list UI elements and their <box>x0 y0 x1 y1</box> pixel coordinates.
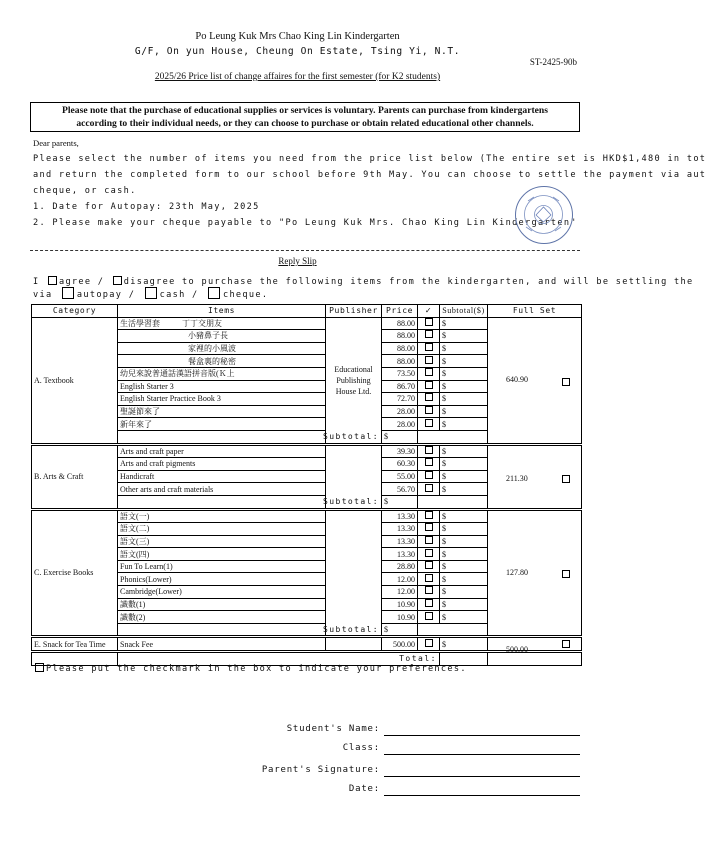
item-check-cell <box>418 548 440 561</box>
item-check-cell <box>418 380 440 393</box>
item-checkbox[interactable] <box>425 484 433 492</box>
table-row <box>32 444 582 458</box>
item-subtotal[interactable]: $ <box>440 367 488 380</box>
item-subtotal[interactable]: $ <box>440 330 488 343</box>
notice-line-1: Please note that the purchase of educational supplies or services is voluntary. Parents can purchase from kindergartens <box>62 105 548 116</box>
item-price: 10.90 <box>382 611 418 624</box>
snack-category: E. Snack for Tea Time <box>32 637 118 652</box>
disagree-label: disagree to purchase the following items from the kindergarten, and will be settling the <box>123 277 694 287</box>
header-full-set: Full Set <box>488 305 582 318</box>
item-subtotal[interactable]: $ <box>440 444 488 458</box>
item-name: English Starter Practice Book 3 <box>118 393 326 406</box>
item-checkbox[interactable] <box>425 368 433 376</box>
textbook-publisher <box>326 317 382 444</box>
header-items: Items <box>118 305 326 318</box>
header-price: Price <box>382 305 418 318</box>
payment-method-line <box>33 287 268 303</box>
table-row <box>32 637 582 652</box>
item-subtotal[interactable]: $ <box>440 523 488 536</box>
autopay-checkbox[interactable] <box>62 287 74 299</box>
item-name: 識數(1) <box>118 598 326 611</box>
textbook-section <box>32 317 582 444</box>
voluntary-notice-box <box>30 102 580 132</box>
header-subtotal: Subtotal($) <box>440 305 488 318</box>
student-name-label: Student's Name: <box>286 724 380 734</box>
item-price: 86.70 <box>382 380 418 393</box>
item-check-cell <box>418 611 440 624</box>
item-subtotal[interactable]: $ <box>440 405 488 418</box>
textbook-fullset-checkbox[interactable] <box>562 378 570 386</box>
item-checkbox[interactable] <box>425 612 433 620</box>
item-subtotal[interactable]: $ <box>440 470 488 483</box>
parent-signature-field[interactable] <box>384 776 580 777</box>
exercise-fullset-checkbox[interactable] <box>562 570 570 578</box>
item-subtotal[interactable]: $ <box>440 509 488 523</box>
item-subtotal[interactable]: $ <box>440 573 488 586</box>
arts-category: B. Arts & Craft <box>32 444 118 509</box>
item-checkbox[interactable] <box>425 471 433 479</box>
item-checkbox[interactable] <box>425 446 433 454</box>
item-check-cell <box>418 470 440 483</box>
item-name: English Starter 3 <box>118 380 326 393</box>
item-check-cell <box>418 405 440 418</box>
item-checkbox[interactable] <box>425 574 433 582</box>
item-price: 12.00 <box>382 573 418 586</box>
disagree-checkbox[interactable] <box>113 276 122 285</box>
arts-fullset-cell <box>488 444 582 509</box>
item-checkbox[interactable] <box>425 343 433 351</box>
item-price: 13.30 <box>382 535 418 548</box>
snack-check-cell <box>418 637 440 652</box>
item-check-cell <box>418 458 440 471</box>
cash-checkbox[interactable] <box>145 287 157 299</box>
table-row <box>32 317 582 330</box>
letter-line-2: and return the completed form to our school before 9th May. You can choose to settle the payment via aut <box>33 170 706 180</box>
publisher-line: Educational <box>334 364 373 374</box>
snack-checkbox[interactable] <box>425 639 433 647</box>
item-checkbox[interactable] <box>425 523 433 531</box>
item-name: 小豬鼻子長 <box>118 330 326 343</box>
item-subtotal[interactable]: $ <box>440 598 488 611</box>
header-category: Category <box>32 305 118 318</box>
item-name: 語文(四) <box>118 548 326 561</box>
total-empty-2 <box>488 652 582 666</box>
header-check: ✓ <box>418 305 440 318</box>
snack-item: Snack Fee <box>118 637 326 652</box>
item-price: 72.70 <box>382 393 418 406</box>
item-name: Cambridge(Lower) <box>118 586 326 599</box>
item-price: 73.50 <box>382 367 418 380</box>
exercise-category: C. Exercise Books <box>32 509 118 637</box>
item-price: 88.00 <box>382 342 418 355</box>
exercise-section <box>32 509 582 637</box>
item-subtotal[interactable]: $ <box>440 317 488 330</box>
snack-publisher <box>326 637 382 652</box>
item-name: 幼兒來說普通話漢語拼音版(Ｋ上 <box>118 367 326 380</box>
item-price: 88.00 <box>382 355 418 368</box>
textbook-category: A. Textbook <box>32 317 118 444</box>
letter-line-3: cheque, or cash. <box>33 186 137 196</box>
item-name: Handicraft <box>118 470 326 483</box>
item-price: 39.30 <box>382 444 418 458</box>
item-subtotal[interactable]: $ <box>440 342 488 355</box>
item-check-cell <box>418 367 440 380</box>
cheque-payable-note: 2. Please make your cheque payable to "Po Leung Kuk Mrs. Chao King Lin Kindergarten" <box>33 218 577 228</box>
item-subtotal[interactable]: $ <box>440 393 488 406</box>
footnote-text: Please put the checkmark in the box to indicate your preferences. <box>46 664 467 674</box>
school-address: G/F, On yun House, Cheung On Estate, Tsing Yi, N.T. <box>134 46 461 57</box>
price-list-subtitle: 2025/26 Price list of change affaires for the first semester (for K2 students) <box>154 72 441 82</box>
document-number: ST-2425-90b <box>529 57 577 67</box>
item-price: 13.30 <box>382 523 418 536</box>
item-checkbox[interactable] <box>425 549 433 557</box>
item-subtotal[interactable]: $ <box>440 548 488 561</box>
item-name: 識數(2) <box>118 611 326 624</box>
item-check-cell <box>418 509 440 523</box>
snack-fullset-checkbox[interactable] <box>562 640 570 648</box>
subtotal-value[interactable]: $ <box>382 623 418 637</box>
item-name-part: 丁丁交朋友 <box>182 318 222 328</box>
item-name: Phonics(Lower) <box>118 573 326 586</box>
table-row <box>32 509 582 523</box>
item-subtotal[interactable]: $ <box>440 560 488 573</box>
item-price: 10.90 <box>382 598 418 611</box>
header-publisher: Publisher <box>326 305 382 318</box>
subtotal-label: Subtotal: <box>118 623 382 637</box>
snack-subtotal[interactable]: $ <box>440 637 488 652</box>
item-check-cell <box>418 342 440 355</box>
date-label: Date: <box>348 784 380 794</box>
item-subtotal[interactable]: $ <box>440 483 488 496</box>
notice-line-2: according to their individual needs, or they can choose to purchase or obtain related educational other channels. <box>76 117 534 129</box>
item-checkbox[interactable] <box>425 458 433 466</box>
item-price: 12.00 <box>382 586 418 599</box>
subtotal-label: Subtotal: <box>118 495 382 509</box>
date-field[interactable] <box>384 795 580 796</box>
item-check-cell <box>418 393 440 406</box>
arts-fullset-price: 211.30 <box>506 474 528 484</box>
item-subtotal[interactable]: $ <box>440 611 488 624</box>
item-name: 餐盒裏的秘密 <box>118 355 326 368</box>
item-name: 聖誕節來了 <box>118 405 326 418</box>
item-price: 88.00 <box>382 317 418 330</box>
autopay-label: autopay / <box>76 290 136 300</box>
item-name: Fun To Learn(1) <box>118 560 326 573</box>
textbook-fullset-price: 640.90 <box>506 374 528 384</box>
item-checkbox[interactable] <box>425 586 433 594</box>
class-field[interactable] <box>384 754 580 755</box>
reply-slip-title: Reply Slip <box>278 256 317 266</box>
item-checkbox[interactable] <box>425 318 433 326</box>
item-name: 語文(三) <box>118 535 326 548</box>
exercise-publisher <box>326 509 382 637</box>
item-subtotal[interactable]: $ <box>440 586 488 599</box>
subtotal-label: Subtotal: <box>118 430 382 444</box>
snack-price: 500.00 <box>382 637 418 652</box>
item-checkbox[interactable] <box>425 599 433 607</box>
school-seal-icon <box>515 186 573 244</box>
item-name: Other arts and craft materials <box>118 483 326 496</box>
item-name: 家裡的小風波 <box>118 342 326 355</box>
arts-fullset-checkbox[interactable] <box>562 475 570 483</box>
item-check-cell <box>418 573 440 586</box>
item-subtotal[interactable]: $ <box>440 418 488 431</box>
letter-line-1: Please select the number of items you need from the price list below (The entire set is HKD$1,480 in tot <box>33 154 706 164</box>
item-price: 28.00 <box>382 405 418 418</box>
arts-section <box>32 444 582 509</box>
school-name: Po Leung Kuk Mrs Chao King Lin Kindergarten <box>195 31 400 42</box>
snack-fullset-price: 500.00 <box>506 645 528 655</box>
parent-signature-label: Parent's Signature: <box>261 765 380 775</box>
class-label: Class: <box>342 743 380 753</box>
item-checkbox[interactable] <box>425 561 433 569</box>
item-checkbox[interactable] <box>425 393 433 401</box>
item-subtotal[interactable]: $ <box>440 355 488 368</box>
item-subtotal[interactable]: $ <box>440 535 488 548</box>
subtotal-value[interactable]: $ <box>382 495 418 509</box>
item-name: 語文(一) <box>118 509 326 523</box>
item-check-cell <box>418 483 440 496</box>
textbook-fullset-cell <box>488 317 582 444</box>
agree-checkbox[interactable] <box>48 276 57 285</box>
item-check-cell <box>418 330 440 343</box>
snack-fullset-cell <box>488 637 582 655</box>
item-subtotal[interactable]: $ <box>440 458 488 471</box>
item-check-cell <box>418 598 440 611</box>
item-checkbox[interactable] <box>425 330 433 338</box>
item-checkbox[interactable] <box>425 536 433 544</box>
price-list-table <box>31 304 582 666</box>
subtotal-value[interactable]: $ <box>382 430 418 444</box>
item-check-cell <box>418 586 440 599</box>
item-name: Arts and craft pigments <box>118 458 326 471</box>
item-name: Arts and craft paper <box>118 444 326 458</box>
table-header-row <box>32 305 582 318</box>
item-check-cell <box>418 444 440 458</box>
item-subtotal[interactable]: $ <box>440 380 488 393</box>
item-name-part: 生活學習套 <box>120 318 160 328</box>
item-check-cell <box>418 317 440 330</box>
item-check-cell <box>418 560 440 573</box>
exercise-fullset-price: 127.80 <box>506 567 528 577</box>
item-price: 60.30 <box>382 458 418 471</box>
item-check-cell <box>418 535 440 548</box>
item-checkbox[interactable] <box>425 406 433 414</box>
agree-label: agree / <box>58 277 105 287</box>
item-checkbox[interactable] <box>425 381 433 389</box>
item-checkbox[interactable] <box>425 419 433 427</box>
item-checkbox[interactable] <box>425 356 433 364</box>
item-checkbox[interactable] <box>425 511 433 519</box>
student-name-field[interactable] <box>384 735 580 736</box>
footnote-box-icon <box>35 663 44 672</box>
agree-prefix: I <box>33 277 40 287</box>
item-check-cell <box>418 418 440 431</box>
item-check-cell <box>418 355 440 368</box>
publisher-line: House Ltd. <box>335 386 372 396</box>
item-price: 13.30 <box>382 548 418 561</box>
cheque-label: cheque. <box>222 290 269 300</box>
item-price: 55.00 <box>382 470 418 483</box>
autopay-date-note: 1. Date for Autopay: 23th May, 2025 <box>33 202 260 212</box>
item-name <box>118 317 326 330</box>
exercise-fullset-cell <box>488 509 582 637</box>
cut-line-divider <box>30 250 580 251</box>
item-price: 13.30 <box>382 509 418 523</box>
publisher-line: Publishing <box>336 375 371 385</box>
via-label: via <box>33 290 53 300</box>
item-price: 88.00 <box>382 330 418 343</box>
cheque-checkbox[interactable] <box>208 287 220 299</box>
checkmark-footnote <box>33 661 467 677</box>
item-price: 28.00 <box>382 418 418 431</box>
total-label: Total: <box>118 652 440 666</box>
letter-greeting: Dear parents, <box>33 138 79 148</box>
item-price: 28.80 <box>382 560 418 573</box>
item-name: 語文(二) <box>118 523 326 536</box>
item-name: 新年來了 <box>118 418 326 431</box>
cash-label: cash / <box>159 290 199 300</box>
item-price: 56.70 <box>382 483 418 496</box>
item-check-cell <box>418 523 440 536</box>
